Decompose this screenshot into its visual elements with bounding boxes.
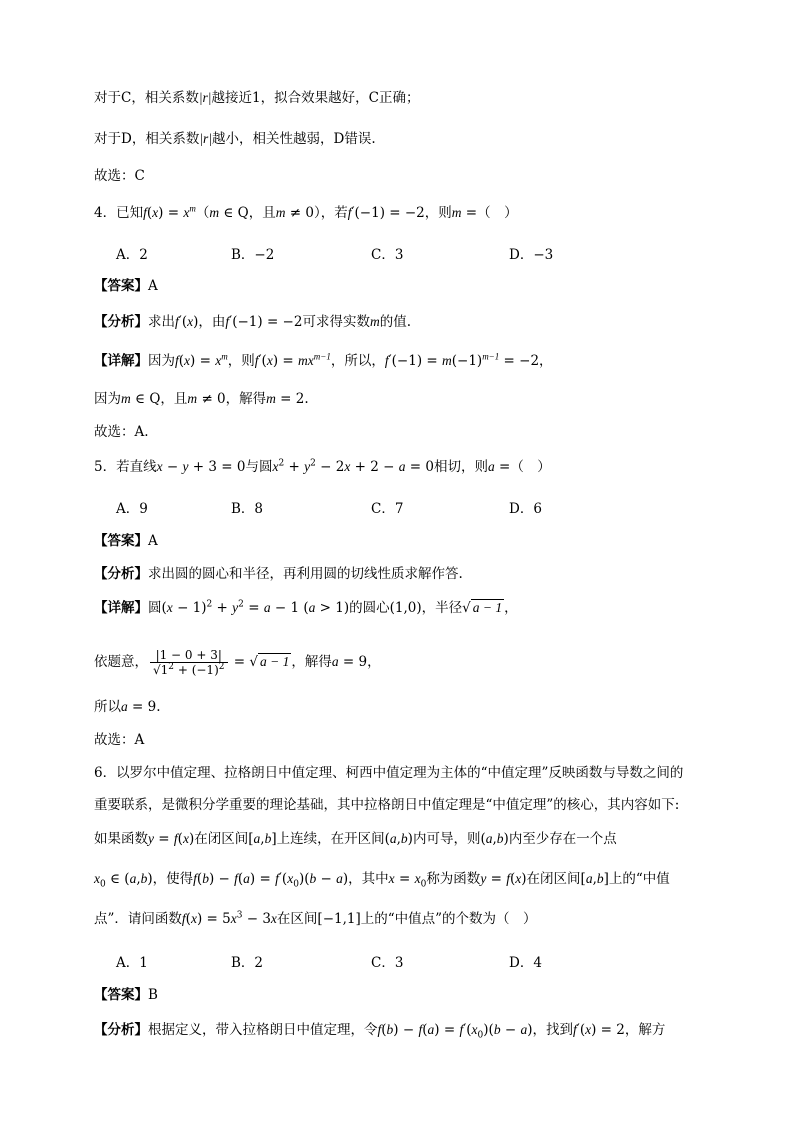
- question-6-line-1: 6．以罗尔中值定理、拉格朗日中值定理、柯西中值定理为主体的“中值定理”反映函数与导数之间的: [94, 765, 684, 781]
- q6-option-d: D．4: [509, 955, 542, 971]
- question-6-line-3: 如果函数y = f(x)在闭区间[a,b]上连续，在开区间(a,b)内可导，则(a,b)内至少存在一个点: [94, 831, 617, 847]
- q4-analysis: 【分析】求出f′(x)，由f′(−1) = −2可求得实数m的值.: [94, 314, 411, 330]
- q4-detail-2: 因为m ∈ Q，且m ≠ 0，解得m = 2.: [94, 391, 309, 407]
- question-5: 5．若直线x − y + 3 = 0与圆$x^2 + y^2 - 2x + 2 - a = 0$相切，则a =（ ）: [94, 458, 551, 475]
- q4-choose: 故选：A.: [94, 424, 149, 440]
- q4-answer: 【答案】A: [94, 278, 158, 294]
- q5-options: [0, 497, 600, 517]
- q4-options: [0, 243, 600, 263]
- q5-option-a: A．9: [116, 501, 148, 517]
- q5-option-c: C．7: [371, 501, 404, 517]
- q6-option-a: A．1: [116, 955, 148, 971]
- q6-options: [0, 951, 600, 971]
- q4-option-d: D．−3: [509, 247, 554, 263]
- question-4: 4．已知$f(x) = x^m(m$ ∈ Q，且m ≠ 0），若f′(−1) = −2，则m =（ ）: [94, 203, 518, 221]
- q6-option-c: C．3: [371, 955, 404, 971]
- line-d-correlation: 对于D，相关系数|r|越小，相关性越弱，D错误.: [94, 131, 376, 147]
- line-c-correlation: 对于C，相关系数|r|越接近1，拟合效果越好，C正确；: [94, 90, 420, 106]
- question-6-line-5: 点”．请问函数$f(x) = 5x^3 - 3x$在区间[−1,1]上的“中值点”的个数为（ ）: [94, 910, 537, 927]
- q6-option-b: B．2: [231, 955, 264, 971]
- q5-detail: 【详解】圆$(x - 1)^2 + y^2 = a - 1$ (a > 1)的圆心(1,0)，半径√ a − 1 ，: [94, 599, 518, 616]
- q4-option-a: A．2: [116, 247, 148, 263]
- q4-option-b: B．−2: [231, 247, 275, 263]
- q6-answer: 【答案】B: [94, 987, 158, 1003]
- q5-analysis: 【分析】求出圆的圆心和半径，再利用圆的切线性质求解作答.: [94, 566, 463, 582]
- question-6-line-4: $x_0$ ∈ (a,b)，使得$f(b) - f(a) = f'(x_0)(b - a)$，其中$x = x_0$称为函数y = f(x)在闭区间[a,b]上的“中值: [94, 871, 670, 890]
- q5-detail-3: 所以a = 9.: [94, 699, 161, 715]
- question-6-line-2: 重要联系，是微积分学重要的理论基础，其中拉格朗日中值定理是“中值定理”的核心，其内容如下:: [94, 797, 680, 813]
- q5-option-d: D．6: [509, 501, 542, 517]
- q6-analysis: 【分析】根据定义，带入拉格朗日中值定理，令$f(b) - f(a) = f'(x_0)(b - a)$，找到f′(x) = 2，解方: [94, 1022, 666, 1041]
- q4-detail: 【详解】因为$f(x) = x^m$，则$f'(x) = mx^{m-1}$，所以，$f'(-1) = m(-1)^{m-1} = -2$，: [94, 351, 553, 369]
- q5-detail-2: 依题意， $\frac{|1 - 0 + 3|}{√1^2 + (-1)^2}$ = √ a − 1 ，解得a = 9，: [94, 648, 381, 677]
- q4-option-c: C．3: [371, 247, 404, 263]
- q5-option-b: B．8: [231, 501, 264, 517]
- q5-answer: 【答案】A: [94, 533, 158, 549]
- choose-c: 故选：C: [94, 168, 145, 184]
- q5-choose: 故选：A: [94, 732, 145, 748]
